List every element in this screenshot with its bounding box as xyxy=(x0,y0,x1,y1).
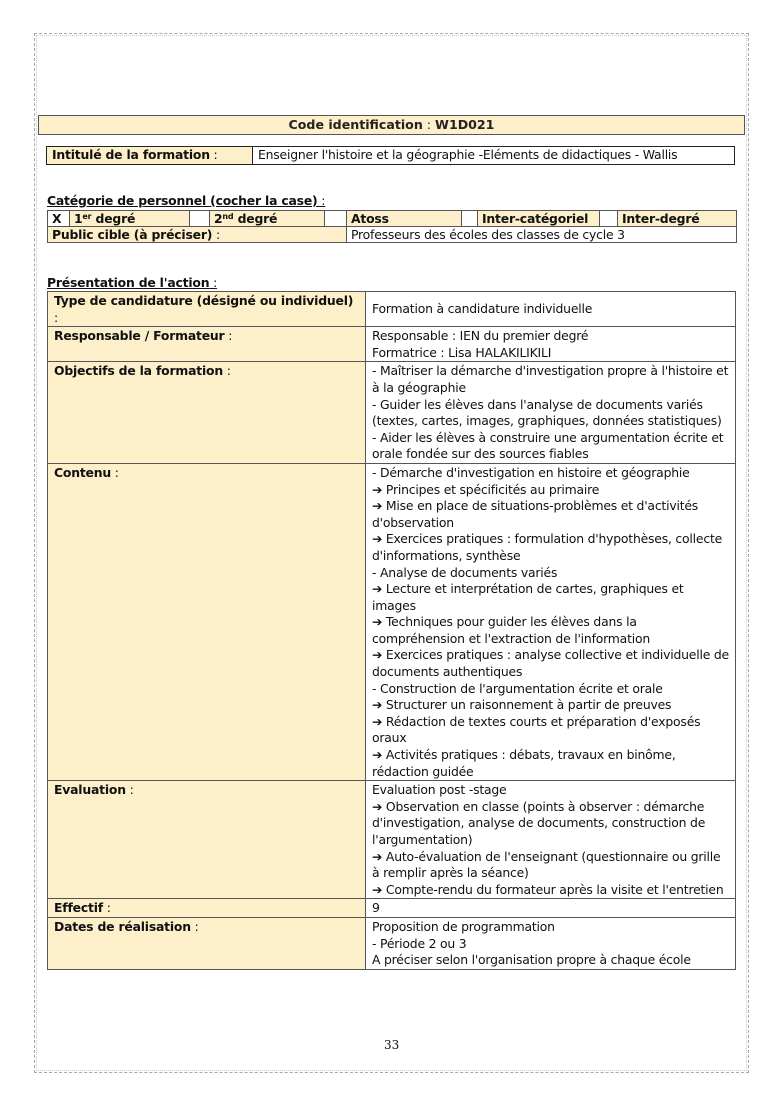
value-line: ➔ Compte-rendu du formateur après la visite et l'entretien xyxy=(372,881,724,897)
objectifs-colon: : xyxy=(222,363,231,379)
public-cible-value: Professeurs des écoles des classes de cycle 3 xyxy=(347,227,737,243)
value-line: - Guider les élèves dans l'analyse de documents variés (textes, cartes, images, graphiques, données statistiques) xyxy=(372,396,722,429)
type-candidature-label: Type de candidature (désigné ou individuel) xyxy=(54,293,354,308)
checkbox-2nd-degre[interactable] xyxy=(190,211,210,227)
value-line: ➔ Activités pratiques : débats, travaux en binôme, rédaction guidée xyxy=(372,747,676,779)
intitule-colon: : xyxy=(209,147,218,162)
value-line: - Maîtriser la démarche d'investigation propre à l'histoire et à la géographie xyxy=(372,363,729,395)
presentation-table xyxy=(47,291,736,970)
value-line: ➔ Structurer un raisonnement à partir de preuves xyxy=(372,697,672,713)
evaluation-value xyxy=(366,781,736,899)
intitule-label: Intitulé de la formation xyxy=(52,147,210,162)
code-label: Code identification xyxy=(288,117,423,132)
value-line: Responsable : IEN du premier degré xyxy=(372,328,589,344)
option-sup: nd xyxy=(222,212,234,221)
value-line: ➔ Rédaction de textes courts et préparation d'exposés oraux xyxy=(372,713,701,746)
value-line: ➔ Auto-évaluation de l'enseignant (questionnaire ou grille à remplir après la séance) xyxy=(372,848,721,881)
value-line: ➔ Exercices pratiques : analyse collective et individuelle de documents authentiques xyxy=(372,647,729,680)
code-identification xyxy=(38,115,745,135)
categorie-heading-colon: : xyxy=(317,193,326,208)
checkbox-inter-degre[interactable] xyxy=(600,211,618,227)
value-line: Formation à candidature individuelle xyxy=(372,301,593,317)
option-2nd-degre xyxy=(210,211,325,227)
intitule-value: Enseigner l'histoire et la géographie -Eléments de didactiques - Wallis xyxy=(253,147,735,165)
value-line: - Analyse de documents variés xyxy=(372,564,558,580)
categorie-heading-text: Catégorie de personnel (cocher la case) xyxy=(47,193,318,208)
value-line: 9 xyxy=(372,900,380,916)
value-line: A préciser selon l'organisation propre à chaque école xyxy=(372,952,691,968)
value-line: ➔ Techniques pour guider les élèves dans la compréhension et l'extraction de l'information xyxy=(372,614,650,646)
objectifs-value xyxy=(366,362,736,464)
option-inter-categoriel: Inter-catégoriel xyxy=(478,211,600,227)
option-label: 1 xyxy=(74,211,83,226)
page-number: 33 xyxy=(384,1038,400,1052)
option-label: 2 xyxy=(214,211,223,226)
effectif-value xyxy=(366,899,736,918)
row-effectif xyxy=(48,899,736,918)
contenu-value xyxy=(366,463,736,780)
code-separator: : xyxy=(422,117,436,132)
public-cible-label-cell xyxy=(48,227,347,243)
checkbox-inter-categoriel[interactable] xyxy=(462,211,478,227)
value-line: ➔ Principes et spécificités au primaire xyxy=(372,481,600,497)
effectif-colon: : xyxy=(102,900,111,916)
dates-realisation-label: Dates de réalisation xyxy=(54,918,191,934)
objectifs-label-cell xyxy=(48,362,366,464)
value-line: ➔ Lecture et interprétation de cartes, graphiques et images xyxy=(372,581,684,613)
presentation-heading-text: Présentation de l'action xyxy=(47,275,210,290)
categorie-table xyxy=(47,210,737,243)
responsable-formateur-colon: : xyxy=(224,328,233,344)
value-line: - Démarche d'investigation en histoire et géographie xyxy=(372,464,690,480)
option-label-rest: degré xyxy=(91,211,136,226)
row-contenu xyxy=(48,463,736,780)
public-cible-label: Public cible (à préciser) xyxy=(52,227,213,242)
checkbox-1er-degre[interactable]: X xyxy=(48,211,70,227)
value-line: - Aider les élèves à construire une argumentation écrite et orale fondée sur des sources fiables xyxy=(372,429,724,462)
option-1er-degre xyxy=(70,211,190,227)
value-line: ➔ Observation en classe (points à observer : démarche d'investigation, analyse de documents, construction de l'argumentation) xyxy=(372,798,706,847)
value-line: - Construction de l'argumentation écrite et orale xyxy=(372,680,663,696)
code-value: W1D021 xyxy=(435,117,495,132)
evaluation-label: Evaluation xyxy=(54,782,126,798)
intitule-table xyxy=(46,146,735,165)
evaluation-colon: : xyxy=(125,782,134,798)
option-atoss: Atoss xyxy=(347,211,462,227)
row-evaluation xyxy=(48,781,736,899)
dates-realisation-value xyxy=(366,917,736,969)
dates-realisation-label-cell xyxy=(48,917,366,969)
presentation-heading-colon: : xyxy=(209,275,218,290)
effectif-label: Effectif xyxy=(54,900,103,916)
effectif-label-cell xyxy=(48,899,366,918)
row-responsable-formateur xyxy=(48,327,736,362)
categorie-heading xyxy=(47,193,325,208)
option-inter-degre: Inter-degré xyxy=(618,211,737,227)
objectifs-label: Objectifs de la formation xyxy=(54,363,223,379)
responsable-formateur-label: Responsable / Formateur xyxy=(54,328,225,344)
responsable-formateur-value xyxy=(366,327,736,362)
value-line: Evaluation post -stage xyxy=(372,782,507,798)
row-type-candidature xyxy=(48,292,736,327)
intitule-label-cell xyxy=(47,147,253,165)
intitule-row xyxy=(47,147,735,165)
option-label-rest: degré xyxy=(233,211,278,226)
responsable-formateur-label-cell xyxy=(48,327,366,362)
presentation-heading xyxy=(47,275,217,290)
type-candidature-label-cell xyxy=(48,292,366,327)
type-candidature-colon: : xyxy=(54,309,58,325)
evaluation-label-cell xyxy=(48,781,366,899)
public-cible-row xyxy=(48,227,737,243)
categorie-options-row xyxy=(48,211,737,227)
type-candidature-value xyxy=(366,292,736,327)
row-dates-realisation xyxy=(48,917,736,969)
option-sup: er xyxy=(82,212,92,221)
contenu-label-cell xyxy=(48,463,366,780)
dates-realisation-colon: : xyxy=(190,918,199,934)
value-line: - Période 2 ou 3 xyxy=(372,935,467,951)
row-objectifs xyxy=(48,362,736,464)
value-line: ➔ Exercices pratiques : formulation d'hypothèses, collecte d'informations, synthèse xyxy=(372,531,723,563)
value-line: Formatrice : Lisa HALAKILIKILI xyxy=(372,344,552,360)
checkbox-atoss[interactable] xyxy=(325,211,347,227)
contenu-colon: : xyxy=(111,464,119,480)
value-line: ➔ Mise en place de situations-problèmes et d'activités d'observation xyxy=(372,498,699,530)
contenu-label: Contenu xyxy=(54,464,111,480)
value-line: Proposition de programmation xyxy=(372,918,555,934)
public-cible-colon: : xyxy=(212,227,220,242)
